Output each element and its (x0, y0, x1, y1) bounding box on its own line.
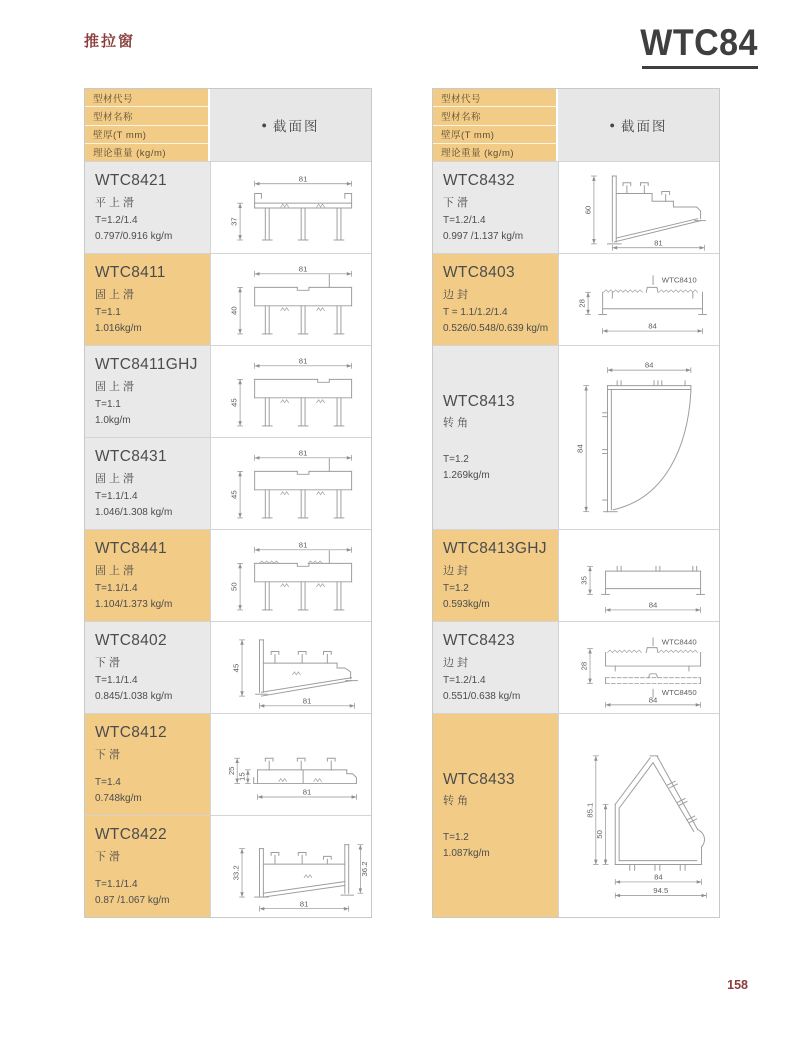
profile-info-cell (433, 162, 558, 253)
svg-text:81: 81 (299, 898, 309, 908)
profile-thickness: T = 1.1/1.2/1.4 (443, 307, 508, 318)
svg-text:25: 25 (226, 766, 236, 775)
profile-name: 固上滑 (95, 380, 137, 393)
table-body-right (433, 161, 719, 917)
profile-row-WTC8433 (433, 713, 719, 917)
header-label-column (433, 89, 558, 161)
svg-text:81: 81 (302, 695, 312, 705)
section-drawing-top-slide-flat (211, 169, 371, 247)
section-drawing-side-seal (559, 262, 719, 338)
profile-weight: 0.87 /1.067 kg/m (95, 894, 170, 906)
profile-info-cell (433, 346, 558, 529)
svg-text:84: 84 (648, 600, 658, 610)
profile-thickness: T=1.4 (95, 777, 121, 788)
profile-row-WTC8413GHJ (433, 529, 719, 621)
profile-thickness: T=1.2/1.4 (443, 215, 486, 226)
svg-text:60: 60 (583, 205, 593, 214)
svg-text:15: 15 (237, 771, 247, 781)
header-cell-profile-code: 型材代号 (85, 89, 208, 107)
profile-code: WTC8402 (95, 632, 167, 649)
profile-row-WTC8421 (85, 161, 371, 253)
profile-thickness: T=1.1/1.4 (95, 879, 138, 890)
profile-code: WTC8433 (443, 770, 515, 788)
profile-weight: 0.797/0.916 kg/m (95, 230, 173, 242)
profile-section-diagram (558, 530, 719, 621)
header-cell-wall-thickness: 壁厚(T mm) (85, 126, 208, 144)
bullet-icon: ● (609, 120, 615, 130)
profile-row-WTC8411 (85, 253, 371, 345)
svg-text:28: 28 (579, 661, 589, 670)
svg-text:28: 28 (577, 298, 587, 308)
table-body-left (85, 161, 371, 917)
profile-weight: 1.269kg/m (443, 469, 490, 481)
profile-section-diagram (558, 254, 719, 345)
profile-info-cell (85, 346, 210, 437)
profile-code: WTC8441 (95, 540, 167, 557)
svg-text:40: 40 (229, 305, 239, 315)
svg-text:45: 45 (229, 489, 239, 499)
section-drawing-corner-round (559, 354, 719, 522)
profile-info-cell (85, 816, 210, 917)
profile-code: WTC8423 (443, 632, 515, 649)
profile-row-WTC8431 (85, 437, 371, 529)
profile-name: 边封 (443, 564, 471, 577)
svg-text:81: 81 (298, 173, 308, 183)
svg-text:94.5: 94.5 (653, 885, 669, 895)
profile-thickness: T=1.2/1.4 (443, 675, 486, 686)
profile-section-diagram (210, 530, 371, 621)
section-diagram-label: 截面图 (620, 119, 668, 134)
profile-code: WTC8411 (95, 264, 166, 281)
profile-thickness: T=1.2 (443, 583, 469, 594)
header-cell-weight: 理论重量 (kg/m) (433, 144, 556, 161)
section-drawing-side-seal-double (559, 624, 719, 712)
series-title: WTC84 (640, 22, 758, 63)
svg-text:81: 81 (298, 263, 308, 273)
profile-weight: 0.845/1.038 kg/m (95, 690, 173, 702)
header-section-diagram (558, 89, 719, 161)
profile-code: WTC8413GHJ (443, 540, 547, 557)
profile-info-cell (85, 162, 210, 253)
svg-text:81: 81 (302, 787, 312, 797)
profile-thickness: T=1.1 (95, 307, 121, 318)
profile-name: 下滑 (95, 656, 123, 669)
section-drawing-bottom-slide (211, 623, 371, 713)
section-drawing-top-slide-box (211, 259, 371, 341)
profile-name: 下滑 (95, 850, 123, 863)
profile-section-diagram (558, 714, 719, 917)
profile-name: 下滑 (443, 196, 471, 209)
profile-name: 固上滑 (95, 564, 137, 577)
profile-name: 边封 (443, 656, 471, 669)
profile-section-diagram (558, 622, 719, 713)
svg-text:84: 84 (654, 872, 663, 882)
section-drawing-bottom-slide-tall (559, 163, 719, 253)
profile-section-diagram (210, 254, 371, 345)
page-number: 158 (727, 978, 748, 992)
profile-code: WTC8412 (95, 724, 167, 741)
profile-section-diagram (210, 438, 371, 529)
table-header (85, 89, 371, 161)
profile-row-WTC8432 (433, 161, 719, 253)
profile-row-WTC8402 (85, 621, 371, 713)
page-title: 推拉窗 (84, 33, 136, 50)
profile-section-diagram (210, 162, 371, 253)
profile-section-diagram (210, 816, 371, 917)
svg-text:WTC8410: WTC8410 (661, 275, 697, 285)
profile-name: 转角 (443, 795, 471, 808)
profile-weight: 1.087kg/m (443, 847, 490, 859)
section-drawing-top-slide-box-right-notch (211, 351, 371, 433)
profile-row-WTC8422 (85, 815, 371, 917)
profile-thickness: T=1.1 (95, 399, 121, 410)
section-diagram-label: 截面图 (272, 119, 320, 134)
profile-weight: 0.997 /1.137 kg/m (443, 230, 524, 242)
profile-weight: 0.748kg/m (95, 792, 142, 804)
profile-table-left (84, 88, 372, 918)
profile-row-WTC8412 (85, 713, 371, 815)
profile-name: 边封 (443, 288, 471, 301)
profile-name: 下滑 (95, 748, 123, 761)
profile-code: WTC8431 (95, 448, 167, 465)
profile-section-diagram (210, 346, 371, 437)
profile-code: WTC8411GHJ (95, 356, 198, 373)
svg-text:81: 81 (298, 447, 308, 457)
svg-text:33.2: 33.2 (231, 864, 241, 880)
header-cell-weight: 理论重量 (kg/m) (85, 144, 208, 161)
svg-text:81: 81 (298, 539, 308, 549)
profile-thickness: T=1.1/1.4 (95, 675, 138, 686)
profile-thickness: T=1.2 (443, 832, 469, 844)
profile-thickness: T=1.2/1.4 (95, 215, 138, 226)
header-cell-profile-code: 型材代号 (433, 89, 556, 107)
profile-code: WTC8422 (95, 826, 167, 843)
svg-text:85.1: 85.1 (585, 802, 595, 818)
svg-text:84: 84 (648, 694, 658, 704)
profile-info-cell (85, 254, 210, 345)
bullet-icon: ● (261, 120, 267, 130)
profile-code: WTC8403 (443, 264, 515, 281)
profile-thickness: T=1.1/1.4 (95, 583, 138, 594)
profile-info-cell (433, 530, 558, 621)
section-drawing-top-slide-box (211, 443, 371, 525)
section-drawing-bottom-slide-low (211, 726, 371, 804)
header-cell-profile-name: 型材名称 (85, 107, 208, 125)
profile-row-WTC8441 (85, 529, 371, 621)
svg-text:45: 45 (231, 663, 241, 672)
header-cell-wall-thickness: 壁厚(T mm) (433, 126, 556, 144)
svg-text:WTC8440: WTC8440 (661, 637, 697, 647)
svg-text:36.2: 36.2 (360, 860, 370, 876)
svg-text:81: 81 (654, 237, 663, 247)
svg-text:84: 84 (575, 443, 585, 453)
svg-text:50: 50 (595, 829, 605, 839)
profile-weight: 1.046/1.308 kg/m (95, 506, 173, 518)
header-label-column (85, 89, 210, 161)
profile-info-cell (85, 714, 210, 815)
profile-info-cell (85, 530, 210, 621)
profile-row-WTC8403 (433, 253, 719, 345)
section-drawing-bottom-slide-double-wall (211, 820, 371, 914)
profile-info-cell (85, 622, 210, 713)
profile-section-diagram (558, 162, 719, 253)
section-drawing-corner-angled (559, 726, 719, 906)
svg-text:37: 37 (229, 216, 239, 226)
svg-text:84: 84 (644, 360, 654, 370)
profile-weight: 1.016kg/m (95, 322, 142, 334)
profile-weight: 0.593kg/m (443, 598, 490, 610)
section-drawing-side-seal-plain (559, 537, 719, 615)
profile-code: WTC8421 (95, 172, 167, 189)
profile-info-cell (433, 622, 558, 713)
header-section-diagram (210, 89, 371, 161)
profile-weight: 0.526/0.548/0.639 kg/m (443, 322, 549, 334)
table-header (433, 89, 719, 161)
profile-thickness: T=1.2 (443, 454, 469, 466)
profile-section-diagram (210, 714, 371, 815)
profile-info-cell (433, 714, 558, 917)
header-cell-profile-name: 型材名称 (433, 107, 556, 125)
profile-name: 平上滑 (95, 196, 137, 209)
profile-row-WTC8411GHJ (85, 345, 371, 437)
profile-section-diagram (558, 346, 719, 529)
svg-text:84: 84 (648, 321, 657, 331)
section-drawing-top-slide-box-serrated (211, 535, 371, 617)
profile-weight: 0.551/0.638 kg/m (443, 690, 521, 702)
profile-weight: 1.104/1.373 kg/m (95, 598, 173, 610)
tables-container (84, 88, 720, 918)
profile-row-WTC8413 (433, 345, 719, 529)
svg-text:35: 35 (579, 575, 589, 585)
profile-section-diagram (210, 622, 371, 713)
profile-info-cell (85, 438, 210, 529)
svg-text:WTC8450: WTC8450 (661, 687, 697, 697)
svg-text:81: 81 (298, 355, 308, 365)
profile-table-right (432, 88, 720, 918)
profile-row-WTC8423 (433, 621, 719, 713)
profile-name: 转角 (443, 417, 471, 430)
profile-weight: 1.0kg/m (95, 414, 131, 426)
svg-text:50: 50 (229, 581, 239, 591)
profile-thickness: T=1.1/1.4 (95, 491, 138, 502)
profile-name: 固上滑 (95, 472, 137, 485)
profile-code: WTC8413 (443, 392, 515, 410)
profile-name: 固上滑 (95, 288, 137, 301)
svg-text:45: 45 (229, 397, 239, 407)
profile-code: WTC8432 (443, 172, 515, 189)
series-underline (642, 66, 758, 69)
profile-info-cell (433, 254, 558, 345)
